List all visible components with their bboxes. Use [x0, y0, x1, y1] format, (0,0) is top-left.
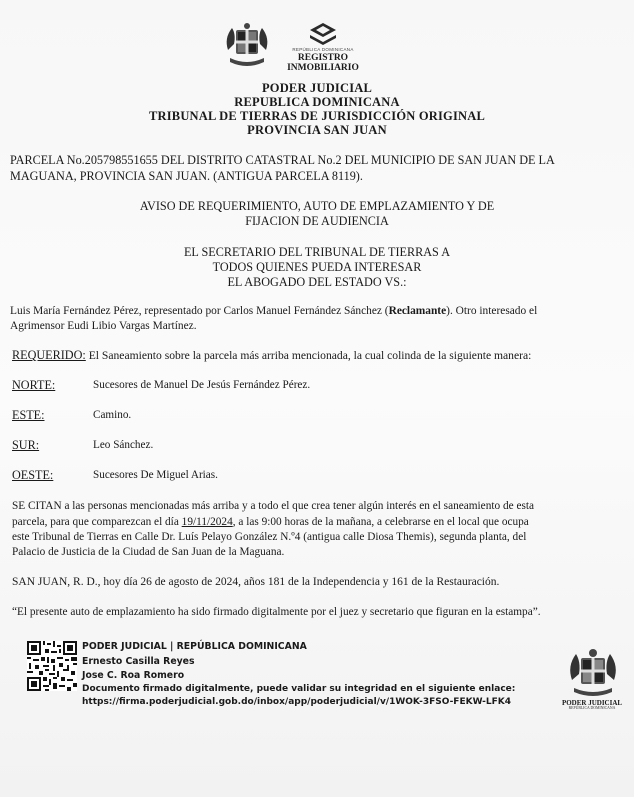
seal-caption-line-1: PODER JUDICIAL: [561, 699, 623, 707]
boundary-label-sur: SUR:: [12, 438, 40, 452]
poder-judicial-seal-icon: [566, 646, 620, 698]
header-line-2: REPUBLICA DOMINICANA: [234, 95, 400, 109]
parties-text-b: ). Otro interesado el: [446, 305, 538, 317]
summons-line-3: este Tribunal de Tierras en Calle Dr. Luís Pelayo González N.º4 (antigua calle Diosa Themis), segunda planta, del: [12, 531, 527, 543]
parties-line-2: Agrimensor Eudi Libio Vargas Martínez.: [10, 320, 197, 332]
boundary-label-este: ESTE:: [12, 408, 45, 422]
addressee-line-1: EL SECRETARIO DEL TRIBUNAL DE TIERRAS A: [183, 245, 450, 259]
seal-caption: [555, 700, 629, 711]
registro-inmobiliario-logo: [278, 48, 368, 74]
boundary-label-oeste: OESTE:: [12, 468, 54, 482]
summons-line-4: Palacio de Justicia de la Ciudad de San Juan de la Maguana.: [12, 546, 285, 558]
notice-title-line-2: FIJACION DE AUDIENCIA: [245, 214, 389, 228]
logo-country: REPÚBLICA DOMINICANA: [292, 47, 354, 52]
boundary-value-oeste: Sucesores De Miguel Arias.: [93, 469, 218, 481]
header-line-4: PROVINCIA SAN JUAN: [247, 123, 387, 137]
summons-text-a: parcela, para que comparezcan el día: [12, 516, 182, 528]
required-line: [12, 347, 628, 364]
coat-of-arms-icon: [222, 20, 272, 70]
date-line: SAN JUAN, R. D., hoy día 26 de agosto de 2024, años 181 de la Independencia y 161 de la Restauración.: [12, 576, 500, 588]
logo-line1: REGISTRO: [297, 52, 349, 63]
boundary-value-este: Camino.: [93, 409, 132, 421]
parties-line-1: [10, 303, 626, 319]
parcel-line-1: PARCELA No.205798551655 DEL DISTRITO CATASTRAL No.2 DEL MUNICIPIO DE SAN JUAN DE LA: [10, 153, 555, 167]
claimant-label: Reclamante: [388, 305, 447, 317]
addressee-line-2: TODOS QUIENES PUEDA INTERESAR: [212, 260, 422, 274]
boundary-value-norte: Sucesores de Manuel De Jesús Fernández Pérez.: [93, 379, 311, 391]
footer-line-1: PODER JUDICIAL | REPÚBLICA DOMINICANA: [82, 641, 307, 652]
footer-signer-1: Ernesto Casilla Reyes: [82, 656, 195, 667]
signature-note: “El presente auto de emplazamiento ha sido firmado digitalmente por el juez y secretario que figuran en la estampa”.: [12, 606, 541, 618]
summons-line-1: SE CITAN a las personas mencionadas más arriba y a todo el que crea tener algún interés en el saneamiento de esta: [12, 500, 535, 512]
boundary-label-norte: NORTE:: [12, 378, 56, 392]
notice-title-line-1: AVISO DE REQUERIMIENTO, AUTO DE EMPLAZAMIENTO Y DE: [139, 199, 495, 213]
header-line-1: PODER JUDICIAL: [261, 81, 373, 95]
footer-validation-link[interactable]: https://firma.poderjudicial.gob.do/inbox/app/poderjudicial/v/1WOK-3FSO-FEKW-LFK4: [82, 697, 511, 707]
qr-code-icon[interactable]: [27, 641, 77, 691]
footer-validation-text: Documento firmado digitalmente, puede validar su integridad en el siguiente enlace:: [82, 684, 516, 694]
footer-signer-2: Jose C. Roa Romero: [82, 670, 185, 681]
summons-line-2: [12, 514, 626, 530]
boundary-value-sur: Leo Sánchez.: [93, 439, 154, 451]
required-text: El Saneamiento sobre la parcela más arriba mencionada, la cual colinda de la siguiente manera:: [88, 349, 532, 362]
summons-text-b: , a las 9:00 horas de la mañana, a celebrarse en el local que ocupa: [232, 516, 529, 528]
parcel-line-2: MAGUANA, PROVINCIA SAN JUAN. (ANTIGUA PARCELA 8119).: [10, 169, 363, 183]
registro-inmobiliario-logo-icon: [303, 22, 343, 48]
addressee-line-3: EL ABOGADO DEL ESTADO VS.:: [227, 275, 407, 289]
parties-text-a: Luis María Fernández Pérez, representado por Carlos Manuel Fernández Sánchez (: [10, 305, 389, 317]
hearing-date: 19/11/2024: [181, 516, 233, 528]
seal-caption-line-2: REPÚBLICA DOMINICANA: [568, 706, 616, 710]
header-line-3: TRIBUNAL DE TIERRAS DE JURISDICCIÓN ORIGINAL: [148, 109, 486, 123]
logo-line2: INMOBILIARIO: [287, 63, 359, 73]
required-label: REQUERIDO:: [12, 348, 86, 362]
